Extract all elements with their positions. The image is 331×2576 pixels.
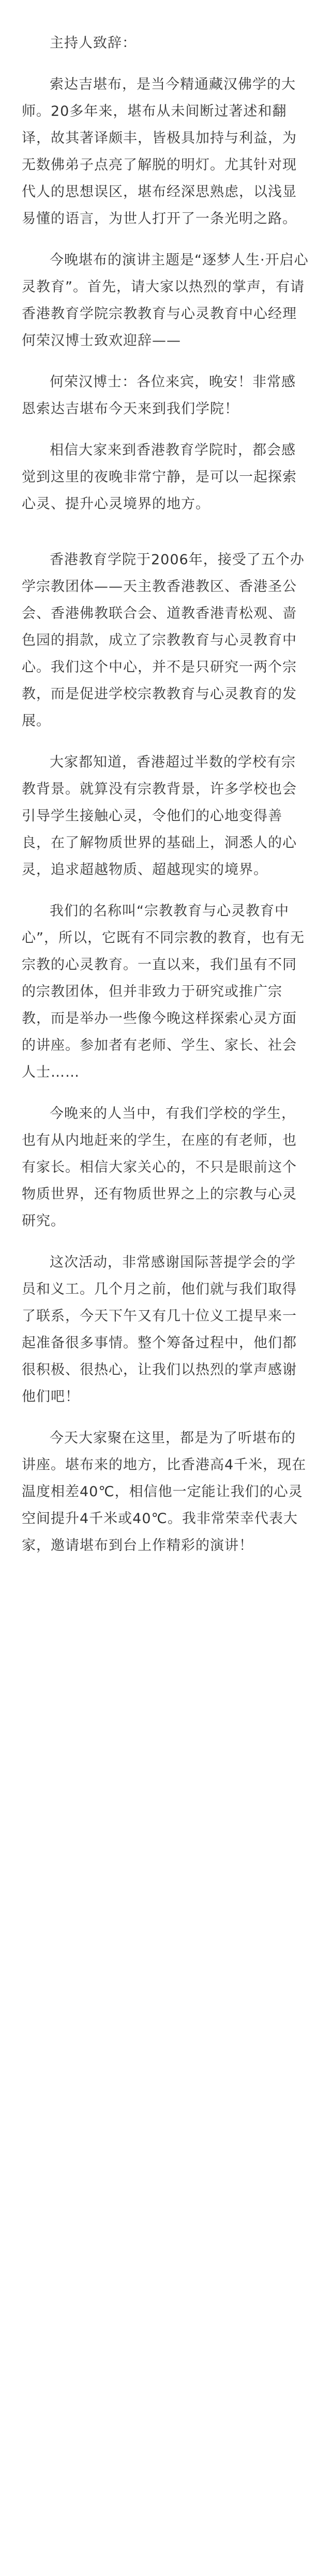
paragraph-invitation: 今天大家聚在这里，都是为了听堪布的讲座。堪布来的地方，比香港高4千米，现在温度相差40℃，相信他一定能让我们的心灵空间提升4千米或40℃。我非常荣幸代表大家，邀请堪布到台上作精彩的演讲！: [22, 1430, 307, 1554]
paragraph-school-background: 大家都知道，香港超过半数的学校有宗教背景。就算没有宗教背景，许多学校也会引导学生接触心灵，令他们的心地变得善良，在了解物质世界的基础上，洞悉人的心灵，追求超越物质、超越现实的境界。: [22, 754, 297, 878]
paragraph-welcome: 何荣汉博士：各位来宾，晚安！非常感恩索达吉堪布今天来到我们学院！: [22, 374, 296, 417]
paragraph-institute-history: 香港教育学院于2006年，接受了五个办学宗教团体——天主教香港教区、香港圣公会、香港佛教联合会、道教香港青松观、啬色园的捐款，成立了宗教教育与心灵教育中心。我们这个中心，并不是只研究一两个宗教，而是促进学校宗教教育与心灵教育的发展。: [22, 552, 305, 729]
paragraph-atmosphere: 相信大家来到香港教育学院时，都会感觉到这里的夜晚非常宁静，是可以一起探索心灵、提升心灵境界的地方。: [22, 442, 297, 512]
host-speech-heading: 主持人致辞：: [50, 35, 137, 51]
paragraph-introduction: 索达吉堪布，是当今精通藏汉佛学的大师。20多年来，堪布从未间断过著述和翻译，故其著译颇丰，皆极具加持与利益，为无数佛弟子点亮了解脱的明灯。尤其针对现代人的思想误区，堪布经深思熟虑，以浅显易懂的语言，为世人打开了一条光明之路。: [22, 76, 297, 227]
paragraph-thanks: 这次活动，非常感谢国际菩提学会的学员和义工。几个月之前，他们就与我们取得了联系，今天下午又有几十位义工提早来一起准备很多事情。整个筹备过程中，他们都很积极、很热心，让我们以热烈的掌声感谢他们吧！: [22, 1254, 297, 1405]
paragraph-audience: 今晚来的人当中，有我们学校的学生，也有从内地赶来的学生，在座的有老师，也有家长。相信大家关心的，不只是眼前这个物质世界，还有物质世界之上的宗教与心灵研究。: [22, 1106, 297, 1229]
paragraph-topic: 今晚堪布的演讲主题是“逐梦人生·开启心灵教育”。首先，请大家以热烈的掌声，有请香港教育学院宗教教育与心灵教育中心经理何荣汉博士致欢迎辞——: [22, 252, 309, 349]
paragraph-center-name: 我们的名称叫“宗教教育与心灵教育中心”，所以，它既有不同宗教的教育，也有无宗教的心灵教育。一直以来，我们虽有不同的宗教团体，但并非致力于研究或推广宗教，而是举办一些像今晚这样探索心灵方面的讲座。参加者有老师、学生、家长、社会人士……: [22, 903, 305, 1080]
